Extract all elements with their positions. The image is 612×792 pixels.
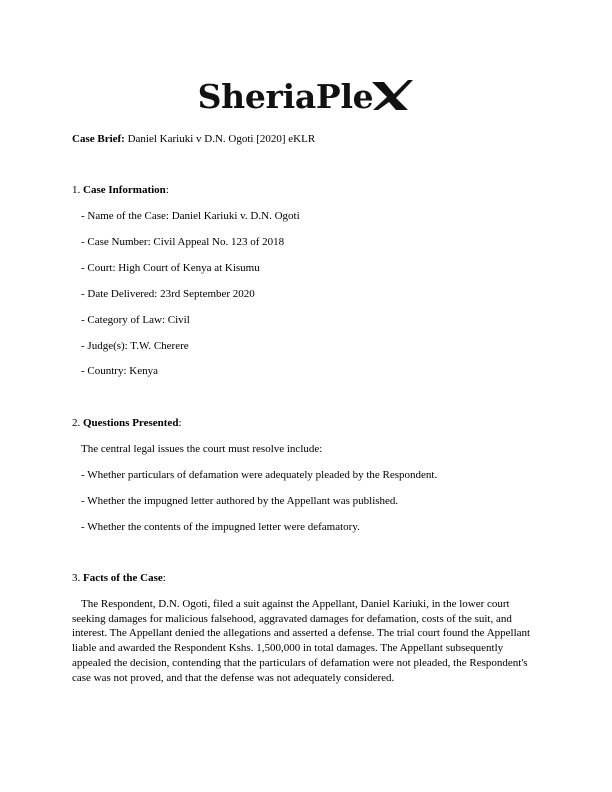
section-heading-questions-presented: 2. Questions Presented: [72, 417, 182, 429]
section-heading-facts-of-the-case: 3. Facts of the Case: [72, 572, 166, 584]
case-info-item: - Date Delivered: 23rd September 2020 [81, 288, 255, 300]
facts-paragraph: The Respondent, D.N. Ogoti, filed a suit against the Appellant, Daniel Kariuki, in the lower court seeking damages for malicious falsehood, aggravated damages for defamation, costs of the suit, and interest. The Appellant denied the allegations and asserted a defense. The trial court found the Appellant liable and awarded the Respondent Kshs. 1,500,000 in total damages. The Appellant subsequently appealed the decision, contending that the particulars of defamation were not pleaded, the Respondent's case was not proved, and that the defense was not adequately considered. [72, 598, 531, 684]
case-info-item: - Court: High Court of Kenya at Kisumu [81, 262, 260, 274]
question-item: - Whether the contents of the impugned letter were defamatory. [81, 521, 360, 533]
case-info-item: - Case Number: Civil Appeal No. 123 of 2018 [81, 236, 285, 248]
question-item: - Whether the impugned letter authored by the Appellant was published. [81, 495, 399, 507]
questions-intro: The central legal issues the court must resolve include: [81, 443, 323, 455]
case-info-item: - Judge(s): T.W. Cherere [81, 340, 189, 352]
case-brief-label: Case Brief: [72, 133, 125, 145]
case-brief-title [72, 132, 315, 146]
case-info-item: - Name of the Case: Daniel Kariuki v. D.N. Ogoti [81, 210, 300, 222]
case-info-item: - Category of Law: Civil [81, 314, 190, 326]
case-brief-name: Daniel Kariuki v D.N. Ogoti [2020] eKLR [127, 133, 316, 145]
logo-x-mark [370, 78, 414, 116]
section-heading-case-information: 1. Case Information: [72, 184, 169, 196]
logo-wordmark: SheriaPle [197, 77, 374, 116]
question-item: - Whether particulars of defamation were adequately pleaded by the Respondent. [81, 469, 438, 481]
sheriaplex-logo [0, 78, 612, 116]
case-info-item: - Country: Kenya [81, 365, 158, 377]
